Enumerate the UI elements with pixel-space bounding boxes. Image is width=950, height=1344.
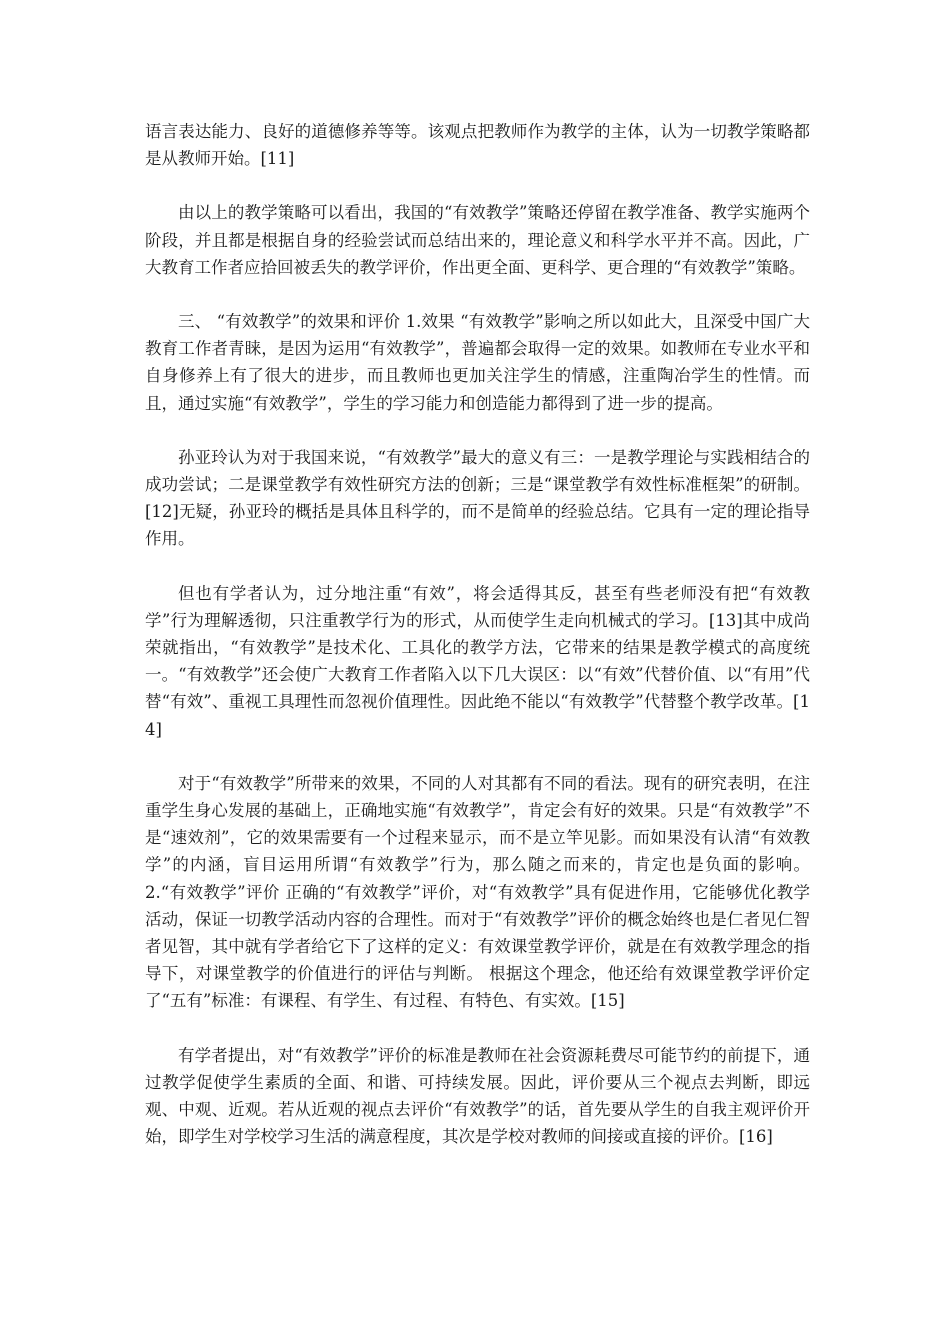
- paragraph-4: 孙亚玲认为对于我国来说，“有效教学”最大的意义有三：一是教学理论与实践相结合的成功尝试；二是课堂教学有效性研究方法的创新；三是“课堂教学有效性标准框架”的研制。[12]无疑，孙亚玲的概括是具体且科学的，而不是简单的经验总结。它具有一定的理论指导作用。: [145, 447, 810, 549]
- paragraph-1: 语言表达能力、良好的道德修养等等。该观点把教师作为教学的主体，认为一切教学策略都是从教师开始。[11]: [145, 122, 810, 169]
- paragraph-2: 由以上的教学策略可以看出，我国的“有效教学”策略还停留在教学准备、教学实施两个阶段，并且都是根据自身的经验尝试而总结出来的，理论意义和科学水平并不高。因此，广大教育工作者应拾回被丢失的教学评价，作出更全面、更科学、更合理的“有效教学”策略。: [145, 203, 810, 277]
- document-body: [145, 118, 810, 1178]
- paragraph-6: 对于“有效教学”所带来的效果，不同的人对其都有不同的看法。现有的研究表明，在注重学生身心发展的基础上，正确地实施“有效教学”，肯定会有好的效果。只是“有效教学”不是“速效剂”，它的效果需要有一个过程来显示，而不是立竿见影。而如果没有认清“有效教学”的内涵，盲目运用所谓“有效教学”行为，那么随之而来的，肯定也是负面的影响。 2.“有效教学”评价 正确的“有效教学”评价，对“有效教学”具有促进作用，它能够优化教学活动，保证一切教学活动内容的合理性。而对于“有效教学”评价的概念始终也是仁者见仁智者见智，其中就有学者给它下了这样的定义：有效课堂教学评价，就是在有效教学理念的指导下，对课堂教学的价值进行的评估与判断。 根据这个理念，他还给有效课堂教学评价定了“五有”标准：有课程、有学生、有过程、有特色、有实效。[15]: [145, 773, 810, 1011]
- paragraph-5: 但也有学者认为，过分地注重“有效”，将会适得其反，甚至有些老师没有把“有效教学”行为理解透彻，只注重教学行为的形式，从而使学生走向机械式的学习。[13]其中成尚荣就指出，“有效教学”是技术化、工具化的教学方法，它带来的结果是教学模式的高度统一。“有效教学”还会使广大教育工作者陷入以下几大误区：以“有效”代替价值、以“有用”代替“有效”、重视工具理性而忽视价值理性。因此绝不能以“有效教学”代替整个教学改革。[14]: [145, 583, 810, 739]
- paragraph-7: 有学者提出，对“有效教学”评价的标准是教师在社会资源耗费尽可能节约的前提下，通过教学促使学生素质的全面、和谐、可持续发展。因此，评价要从三个视点去判断，即远观、中观、近观。若从近观的视点去评价“有效教学”的话，首先要从学生的自我主观评价开始，即学生对学校学习生活的满意程度，其次是学校对教师的间接或直接的评价。[16]: [145, 1045, 810, 1147]
- paragraph-3: 三、 “有效教学”的效果和评价 1.效果 “有效教学”影响之所以如此大，且深受中国广大教育工作者青睐，是因为运用“有效教学”，普遍都会取得一定的效果。如教师在专业水平和自身修养上有了很大的进步，而且教师也更加关注学生的情感，注重陶冶学生的性情。而且，通过实施“有效教学”，学生的学习能力和创造能力都得到了进一步的提高。: [145, 312, 810, 413]
